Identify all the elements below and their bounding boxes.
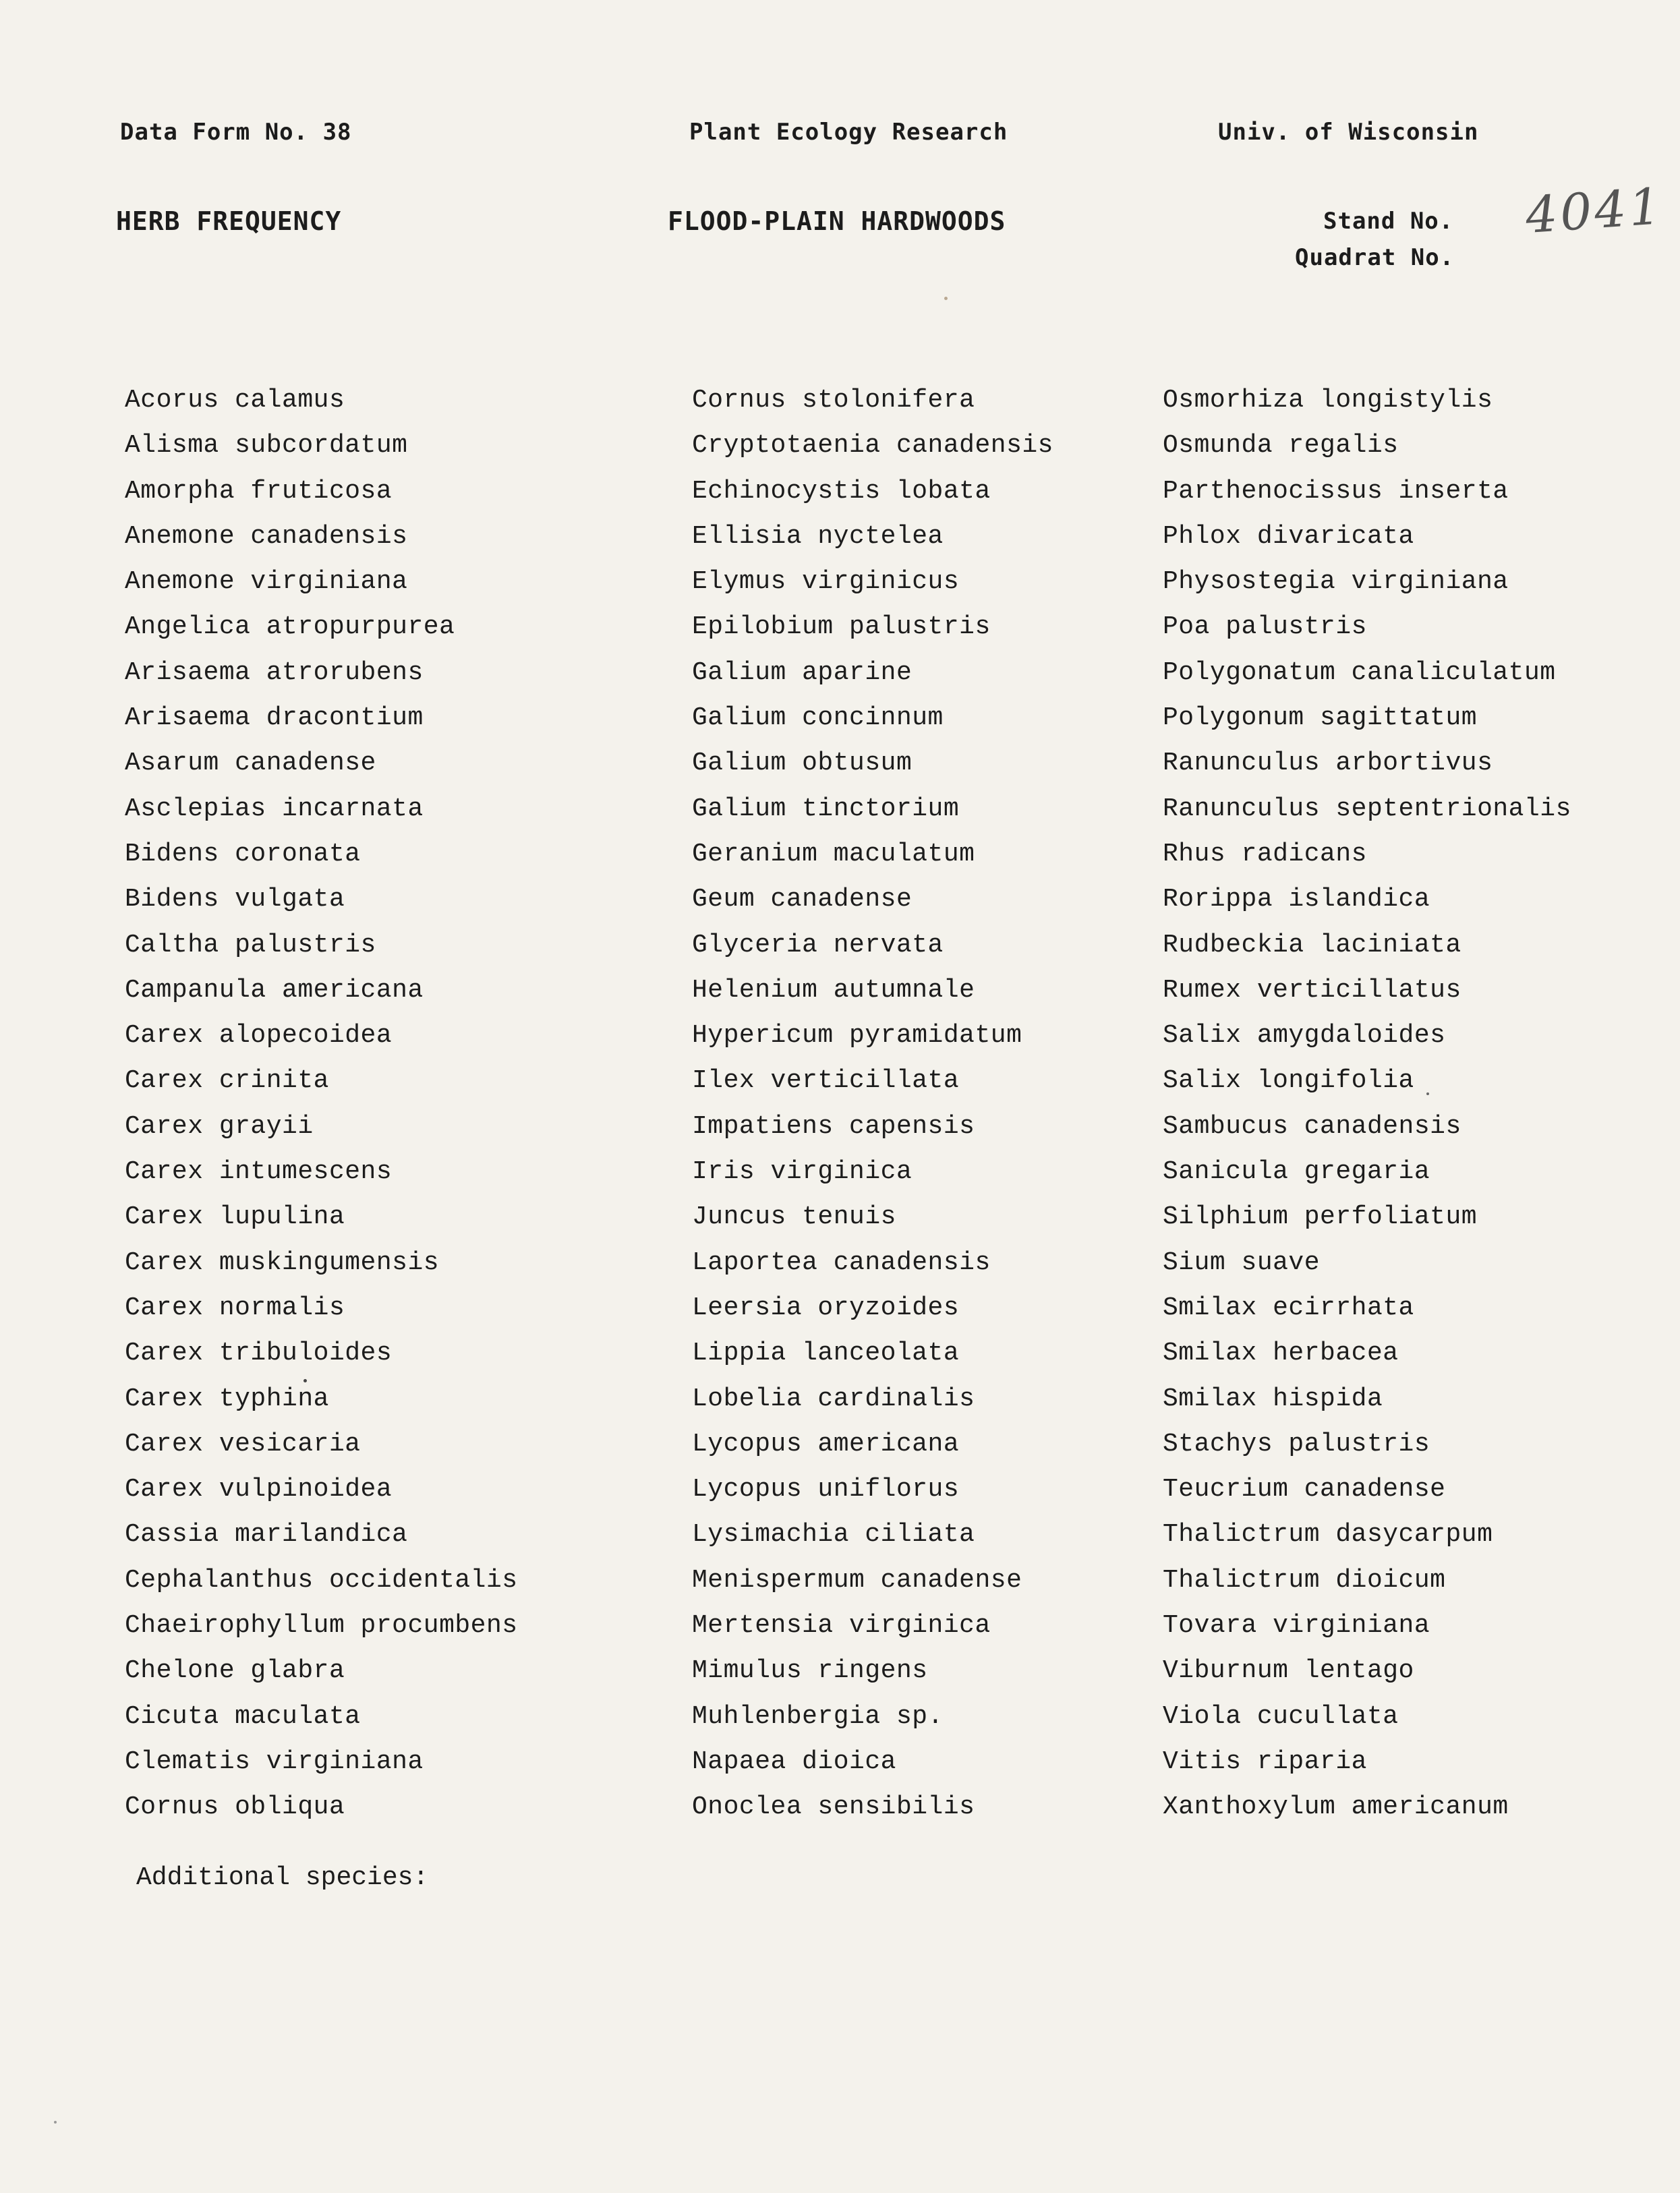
- species-item: Teucrium canadense: [1163, 1475, 1446, 1504]
- species-item: Cicuta maculata: [125, 1701, 361, 1731]
- species-item: Muhlenbergia sp.: [692, 1701, 944, 1731]
- species-item: Parthenocissus inserta: [1163, 476, 1509, 506]
- species-item: Physostegia virginiana: [1163, 567, 1509, 597]
- species-column-2: [692, 378, 1053, 1830]
- species-item: Poa palustris: [1163, 612, 1367, 642]
- species-item: Leersia oryzoides: [692, 1293, 960, 1322]
- species-item: Lycopus uniflorus: [692, 1475, 960, 1504]
- species-item: Onoclea sensibilis: [692, 1792, 975, 1822]
- species-item: Stachys palustris: [1163, 1429, 1430, 1459]
- species-item: Ranunculus arbortivus: [1163, 749, 1493, 778]
- species-item: Elymus virginicus: [692, 567, 960, 597]
- species-item: Clematis virginiana: [125, 1747, 424, 1776]
- species-item: Juncus tenuis: [692, 1202, 896, 1232]
- species-item: Alisma subcordatum: [125, 431, 408, 461]
- species-item: Galium aparine: [692, 657, 913, 687]
- species-item: Lobelia cardinalis: [692, 1384, 975, 1413]
- stand-number-handwritten: 4041: [1524, 177, 1666, 245]
- species-item: Anemone canadensis: [125, 521, 408, 551]
- species-item: Viburnum lentago: [1163, 1656, 1414, 1686]
- species-item: Osmorhiza longistylis: [1163, 386, 1493, 415]
- species-item: Cornus obliqua: [125, 1792, 345, 1822]
- species-item: Asarum canadense: [125, 749, 376, 778]
- species-item: Asclepias incarnata: [125, 794, 424, 823]
- species-item: Cassia marilandica: [125, 1520, 408, 1550]
- species-item: Mertensia virginica: [692, 1611, 991, 1641]
- community-title: FLOOD-PLAIN HARDWOODS: [668, 206, 1006, 236]
- species-item: Cephalanthus occidentalis: [125, 1565, 518, 1595]
- species-item: Phlox divaricata: [1163, 521, 1414, 551]
- species-item: Sanicula gregaria: [1163, 1157, 1430, 1187]
- species-item: Glyceria nervata: [692, 930, 944, 960]
- species-item: Ilex verticillata: [692, 1066, 960, 1096]
- species-item: Carex tribuloides: [125, 1339, 393, 1368]
- species-item: Rumex verticillatus: [1163, 975, 1461, 1005]
- species-item: Chelone glabra: [125, 1656, 345, 1686]
- species-item: Echinocystis lobata: [692, 476, 991, 506]
- species-item: Chaeirophyllum procumbens: [125, 1611, 518, 1641]
- species-item: Thalictrum dasycarpum: [1163, 1520, 1493, 1550]
- species-item: Lycopus americana: [692, 1429, 960, 1459]
- species-item: Thalictrum dioicum: [1163, 1565, 1446, 1595]
- species-item: Polygonatum canaliculatum: [1163, 657, 1556, 687]
- species-item: Iris virginica: [692, 1157, 913, 1187]
- species-item: Carex muskingumensis: [125, 1248, 440, 1277]
- species-item: Impatiens capensis: [692, 1111, 975, 1141]
- species-item: Laportea canadensis: [692, 1248, 991, 1277]
- species-item: Menispermum canadense: [692, 1565, 1022, 1595]
- species-item: Sambucus canadensis: [1163, 1111, 1461, 1141]
- species-item: Bidens coronata: [125, 839, 361, 869]
- species-item: Helenium autumnale: [692, 975, 975, 1005]
- paper-speck: [54, 2121, 57, 2124]
- species-item: Tovara virginiana: [1163, 1611, 1430, 1641]
- species-item: Carex lupulina: [125, 1202, 345, 1232]
- species-item: Cornus stolonifera: [692, 386, 975, 415]
- species-item: Epilobium palustris: [692, 612, 991, 642]
- species-item: Geum canadense: [692, 885, 913, 914]
- species-item: Osmunda regalis: [1163, 431, 1399, 461]
- species-item: Anemone virginiana: [125, 567, 408, 597]
- species-item: Lysimachia ciliata: [692, 1520, 975, 1550]
- species-item: Carex intumescens: [125, 1157, 393, 1187]
- species-item: Geranium maculatum: [692, 839, 975, 869]
- paper-speck: [1426, 1092, 1429, 1095]
- species-item: Arisaema atrorubens: [125, 657, 424, 687]
- species-item: Polygonum sagittatum: [1163, 703, 1478, 733]
- species-column-1: [125, 378, 518, 1830]
- species-item: Carex grayii: [125, 1111, 314, 1141]
- species-item: Ellisia nyctelea: [692, 521, 944, 551]
- species-item: Rudbeckia laciniata: [1163, 930, 1461, 960]
- species-item: Xanthoxylum americanum: [1163, 1792, 1509, 1822]
- species-item: Carex vulpinoidea: [125, 1475, 393, 1504]
- species-item: Carex typhina: [125, 1384, 329, 1413]
- paper-speck: [303, 1379, 307, 1382]
- species-item: Smilax herbacea: [1163, 1339, 1399, 1368]
- species-item: Hypericum pyramidatum: [692, 1021, 1022, 1051]
- form-title: HERB FREQUENCY: [116, 206, 342, 236]
- species-item: Lippia lanceolata: [692, 1339, 960, 1368]
- species-item: Sium suave: [1163, 1248, 1321, 1277]
- species-item: Carex normalis: [125, 1293, 345, 1322]
- species-item: Galium tinctorium: [692, 794, 960, 823]
- species-item: Mimulus ringens: [692, 1656, 928, 1686]
- species-item: Vitis riparia: [1163, 1747, 1367, 1776]
- species-item: Arisaema dracontium: [125, 703, 424, 733]
- species-item: Smilax hispida: [1163, 1384, 1383, 1413]
- species-item: Cryptotaenia canadensis: [692, 431, 1053, 461]
- species-item: Bidens vulgata: [125, 885, 345, 914]
- species-item: Napaea dioica: [692, 1747, 896, 1776]
- species-item: Caltha palustris: [125, 930, 376, 960]
- species-item: Carex crinita: [125, 1066, 329, 1096]
- additional-species-label: Additional species:: [136, 1863, 429, 1892]
- species-item: Acorus calamus: [125, 386, 345, 415]
- stand-label: Stand No.: [1323, 208, 1454, 235]
- species-item: Viola cucullata: [1163, 1701, 1399, 1731]
- species-item: Silphium perfoliatum: [1163, 1202, 1478, 1232]
- department: Plant Ecology Research: [689, 119, 1008, 146]
- species-item: Carex vesicaria: [125, 1429, 361, 1459]
- species-item: Rorippa islandica: [1163, 885, 1430, 914]
- species-item: Angelica atropurpurea: [125, 612, 455, 642]
- quadrat-label: Quadrat No.: [1295, 244, 1455, 271]
- institution: Univ. of Wisconsin: [1218, 119, 1479, 146]
- species-item: Rhus radicans: [1163, 839, 1367, 869]
- species-item: Salix amygdaloides: [1163, 1021, 1446, 1051]
- species-item: Carex alopecoidea: [125, 1021, 393, 1051]
- species-item: Smilax ecirrhata: [1163, 1293, 1414, 1322]
- species-item: Amorpha fruticosa: [125, 476, 393, 506]
- species-item: Ranunculus septentrionalis: [1163, 794, 1571, 823]
- species-item: Galium obtusum: [692, 749, 913, 778]
- species-item: Campanula americana: [125, 975, 424, 1005]
- species-item: Galium concinnum: [692, 703, 944, 733]
- species-item: Salix longifolia: [1163, 1066, 1414, 1096]
- form-number: Data Form No. 38: [120, 119, 352, 146]
- species-column-3: [1163, 378, 1571, 1830]
- paper-speck: [944, 297, 948, 300]
